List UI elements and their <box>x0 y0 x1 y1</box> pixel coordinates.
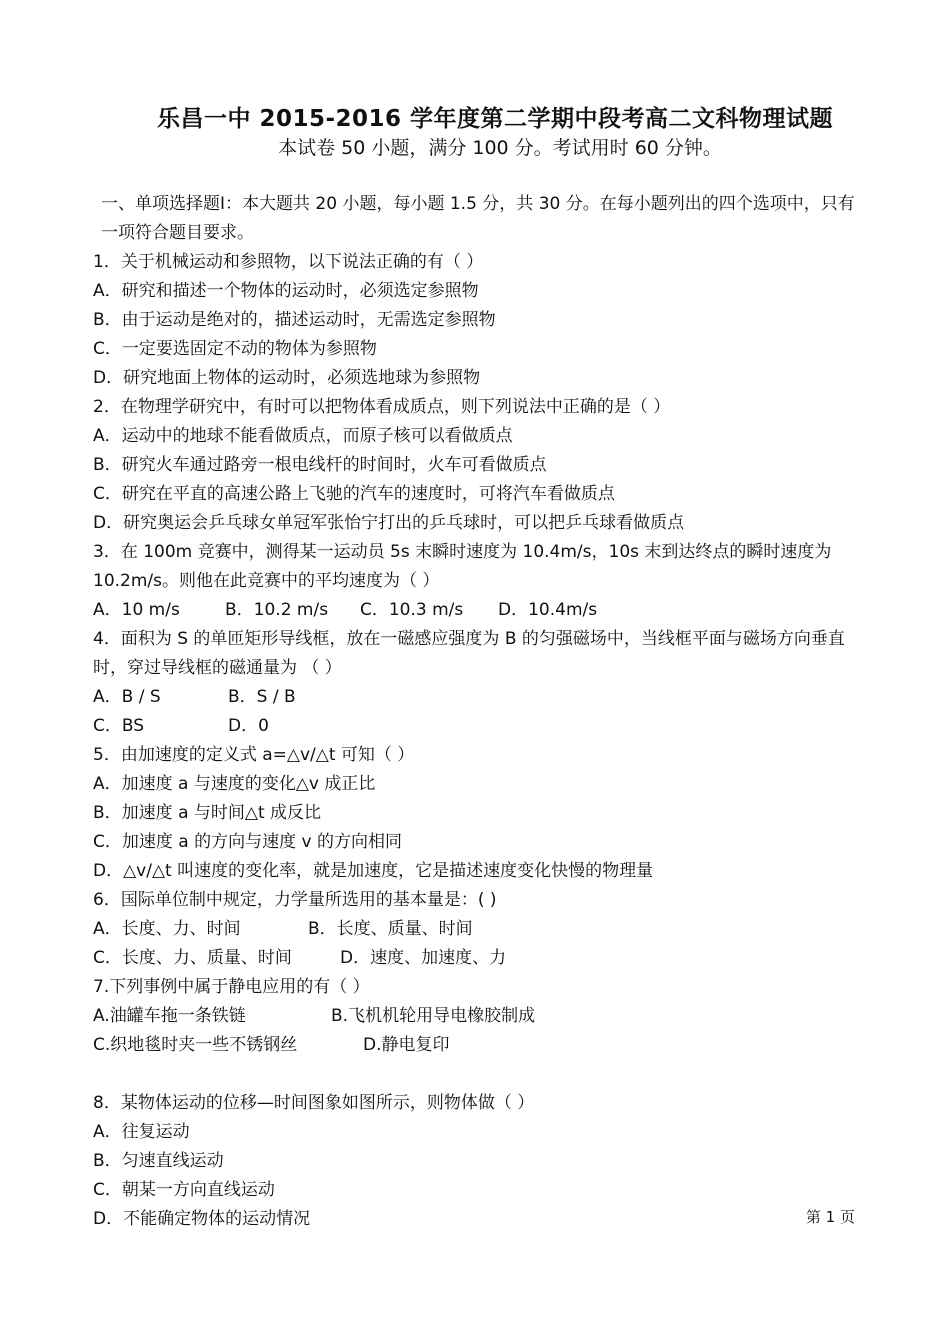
question-option: D．速度、加速度、力 <box>340 948 507 968</box>
question-option: A．运动中的地球不能看做质点，而原子核可以看做质点 <box>93 426 513 446</box>
question-option: A．加速度 a 与速度的变化△v 成正比 <box>93 774 376 794</box>
question-option: B．10.2 m/s <box>225 600 329 620</box>
page-title: 乐昌一中 2015-2016 学年度第二学期中段考高二文科物理试题 <box>156 106 834 132</box>
question-option: B．研究火车通过路旁一根电线杆的时间时，火车可看做质点 <box>93 455 547 475</box>
option-row <box>93 712 863 741</box>
option-row <box>93 1031 863 1060</box>
question-stem: 6．国际单位制中规定，力学量所选用的基本量是：( ) <box>93 890 497 910</box>
question-option: C．BS <box>93 716 145 736</box>
question-option: A.油罐车拖一条铁链 <box>93 1006 246 1026</box>
question-stem: 4．面积为 S 的单匝矩形导线框，放在一磁感应强度为 B 的匀强磁场中，当线框平面与磁场方向垂直时，穿过导线框的磁通量为 （ ） <box>93 629 845 678</box>
question-option: B．长度、质量、时间 <box>308 919 473 939</box>
question-option: A．往复运动 <box>93 1122 190 1142</box>
question-option: D．研究地面上物体的运动时，必须选地球为参照物 <box>93 368 481 388</box>
option-row <box>93 683 863 712</box>
option-row <box>93 1002 863 1031</box>
question-option: C．加速度 a 的方向与速度 v 的方向相同 <box>93 832 402 852</box>
question-option: C．朝某一方向直线运动 <box>93 1180 275 1200</box>
question-option: A．10 m/s <box>93 600 180 620</box>
option-row <box>93 915 863 944</box>
question-stem: 7.下列事例中属于静电应用的有（ ） <box>93 977 370 997</box>
question-stem: 1．关于机械运动和参照物，以下说法正确的有（ ） <box>93 252 484 272</box>
exam-subtitle: 本试卷 50 小题，满分 100 分。考试用时 60 分钟。 <box>278 137 722 159</box>
page-number: 第 1 页 <box>805 1208 855 1226</box>
question-option: B.飞机机轮用导电橡胶制成 <box>331 1006 536 1026</box>
question-option: D．0 <box>228 716 269 736</box>
question-option: D.静电复印 <box>363 1035 450 1055</box>
option-row <box>93 944 863 973</box>
question-option: C．10.3 m/s <box>360 600 464 620</box>
question-option: A．B / S <box>93 687 161 707</box>
question-option: D．研究奥运会乒乓球女单冠军张怡宁打出的乒乓球时，可以把乒乓球看做质点 <box>93 513 685 533</box>
question-option: B．由于运动是绝对的，描述运动时，无需选定参照物 <box>93 310 496 330</box>
question-option: D．10.4m/s <box>498 600 598 620</box>
blank-line <box>93 1060 863 1089</box>
question-option: D．不能确定物体的运动情况 <box>93 1209 311 1229</box>
question-option: D．△v/△t 叫速度的变化率，就是加速度，它是描述速度变化快慢的物理量 <box>93 861 654 881</box>
section-heading: 一、单项选择题Ⅰ：本大题共 20 小题，每小题 1.5 分，共 30 分。在每小题列出的四个选项中，只有一项符合题目要求。 <box>101 194 855 243</box>
question-option: A．长度、力、时间 <box>93 919 241 939</box>
question-option: C.织地毯时夹一些不锈钢丝 <box>93 1035 298 1055</box>
question-option: C．一定要选固定不动的物体为参照物 <box>93 339 377 359</box>
option-row <box>93 596 863 625</box>
exam-content <box>93 190 863 1234</box>
question-option: B．加速度 a 与时间△t 成反比 <box>93 803 322 823</box>
question-stem: 3．在 100m 竞赛中，测得某一运动员 5s 末瞬时速度为 10.4m/s，10s 末到达终点的瞬时速度为 10.2m/s。则他在此竞赛中的平均速度为（ ） <box>93 542 832 591</box>
question-option: B．S / B <box>228 687 296 707</box>
question-stem: 5．由加速度的定义式 a=△v/△t 可知（ ） <box>93 745 415 765</box>
question-option: A．研究和描述一个物体的运动时，必须选定参照物 <box>93 281 479 301</box>
question-stem: 2．在物理学研究中，有时可以把物体看成质点，则下列说法中正确的是（ ） <box>93 397 671 417</box>
question-stem: 8．某物体运动的位移—时间图象如图所示，则物体做（ ） <box>93 1093 535 1113</box>
question-option: B．匀速直线运动 <box>93 1151 224 1171</box>
question-option: C．研究在平直的高速公路上飞驰的汽车的速度时，可将汽车看做质点 <box>93 484 615 504</box>
question-option: C．长度、力、质量、时间 <box>93 948 292 968</box>
